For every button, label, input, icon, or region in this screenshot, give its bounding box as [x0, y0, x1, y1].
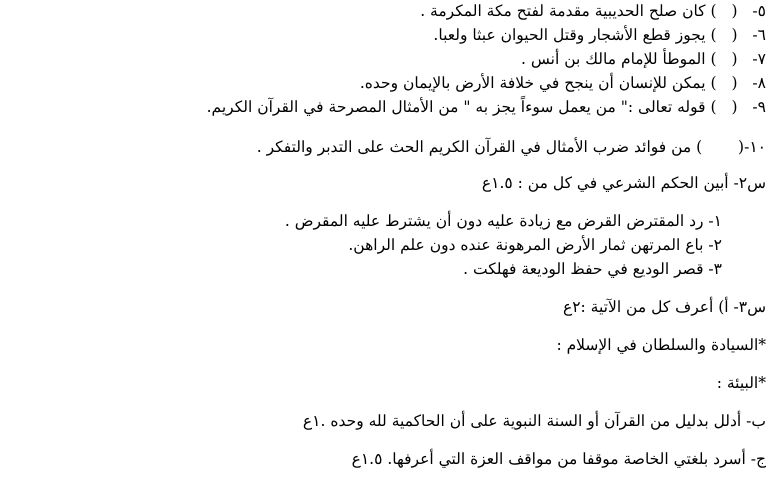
question3-term-environment: *البيئة : — [716, 374, 766, 392]
item-text: ) كان صلح الحديبية مقدمة لفتح مكة المكرمة . — [420, 2, 717, 20]
question3-term-sovereignty: *السيادة والسلطان في الإسلام : — [556, 336, 766, 354]
question2-heading: س٢- أبين الحكم الشرعي في كل من : ١.٥ع — [481, 174, 766, 192]
item-number: ٩- — [752, 98, 766, 116]
item-text: ) قوله تعالى :" من يعمل سوءاً يجز به " من الأمثال المصرحة في القرآن الكريم. — [206, 98, 717, 116]
item-text: ) من فوائد ضرب الأمثال في القرآن الكريم الحث على التدبر والتفكر . — [256, 138, 703, 156]
item-number: ١٠-( — [738, 138, 766, 156]
answer-paren: ( — [731, 74, 738, 92]
question2-item-1: ١- رد المقترض القرض مع زيادة عليه دون أن يشترط عليه المقرض . — [284, 212, 722, 230]
item-number: ٦- — [752, 26, 766, 44]
question3-part-b: ب- أدلل بدليل من القرآن أو السنة النبوية على أن الحاكمية لله وحده .١ع — [302, 412, 766, 430]
item-text: ) الموطأ للإمام مالك بن أنس . — [521, 50, 717, 68]
question-item-6 — [10, 24, 766, 46]
question-item-9 — [10, 96, 766, 118]
question2-item-2: ٢- باع المرتهن ثمار الأرض المرهونة عنده دون علم الراهن. — [348, 236, 722, 254]
item-text: ) يجوز قطع الأشجار وقتل الحيوان عبثا ولعبا. — [433, 26, 717, 44]
item-text: ) يمكن للإنسان أن ينجح في خلافة الأرض بالإيمان وحده. — [359, 74, 717, 92]
item-number: ٨- — [752, 74, 766, 92]
answer-paren: ( — [731, 26, 738, 44]
question2-item-3: ٣- قصر الوديع في حفظ الوديعة فهلكت . — [463, 260, 722, 278]
question-item-10 — [10, 136, 766, 158]
question3-part-c: ج- أسرد بلغتي الخاصة موقفا من مواقف العزة التي أعرفها. ١.٥ع — [351, 450, 766, 468]
answer-paren: ( — [731, 98, 738, 116]
question-item-5 — [10, 0, 766, 22]
item-number: ٧- — [752, 50, 766, 68]
answer-paren: ( — [731, 50, 738, 68]
item-number: ٥- — [752, 2, 766, 20]
question3-heading: س٣- أ) أعرف كل من الآتية :٢ع — [562, 298, 766, 316]
question-item-8 — [10, 72, 766, 94]
question-item-7 — [10, 48, 766, 70]
answer-paren: ( — [731, 2, 738, 20]
